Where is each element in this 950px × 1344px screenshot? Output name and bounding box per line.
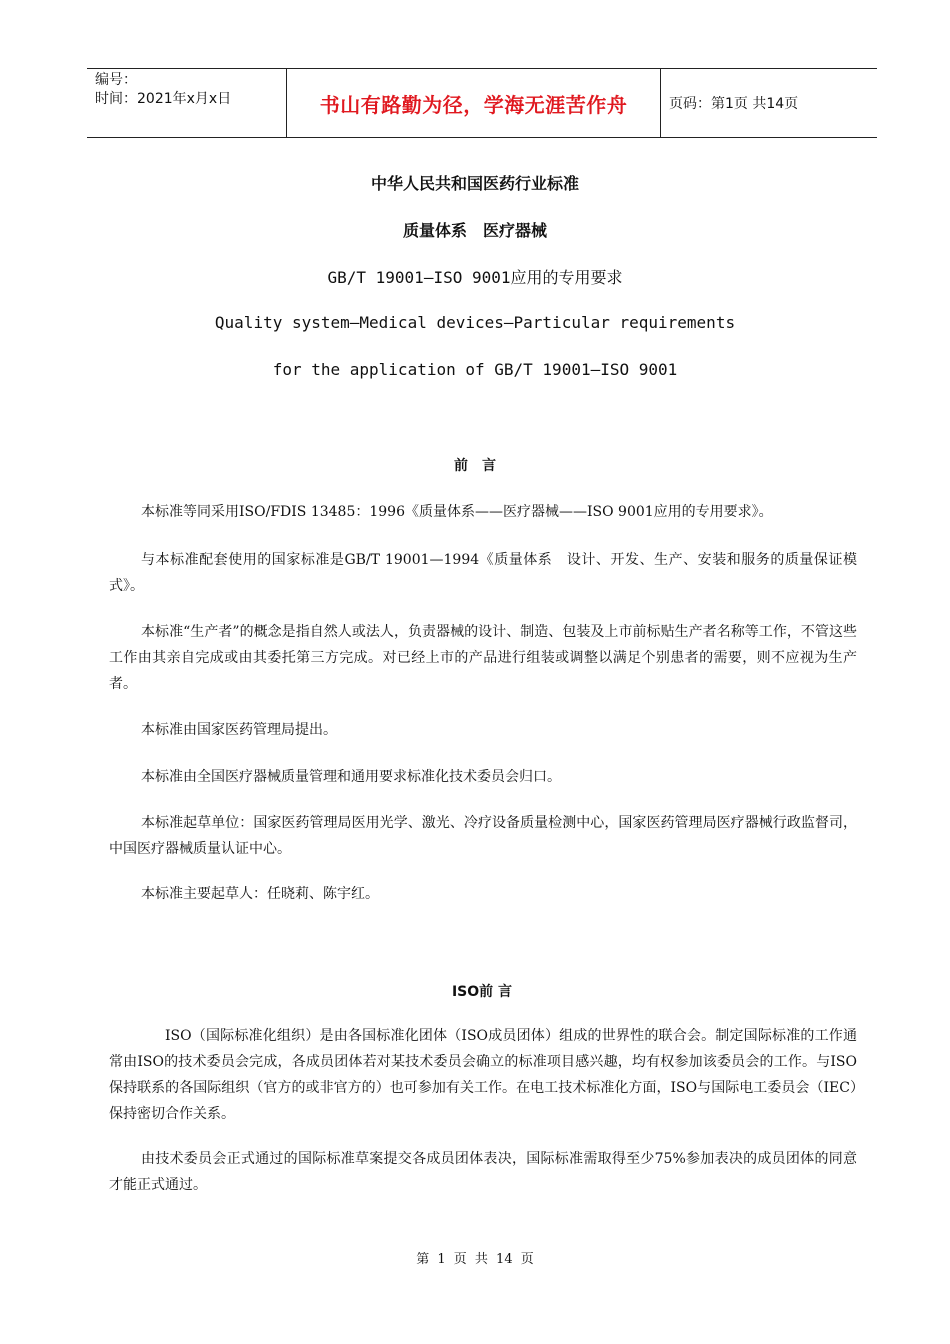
foreword-paragraph: 本标准主要起草人：任晓莉、陈宇红。 <box>141 886 379 902</box>
title-english-line1: Quality system—Medical devices—Particular requirements <box>214 313 736 332</box>
header-meta-cell <box>87 69 287 137</box>
iso-foreword-heading: ISO前 言 <box>451 984 513 1000</box>
title-quality-system: 质量体系 医疗器械 <box>402 221 547 240</box>
foreword-paragraph: 本标准由国家医药管理局提出。 <box>141 722 337 738</box>
doc-number-label: 编号： <box>95 72 137 88</box>
title-gbt-requirements: GB/T 19001—ISO 9001应用的专用要求 <box>327 268 623 287</box>
foreword-paragraph: 本标准等同采用ISO/FDIS 13485：1996《质量体系——医疗器械——ISO 9001应用的专用要求》。 <box>141 504 773 520</box>
foreword-paragraph: 与本标准配套使用的国家标准是GB/T 19001—1994《质量体系 设计、开发、生产、安装和服务的质量保证模式》。 <box>109 552 857 594</box>
title-standard-category: 中华人民共和国医药行业标准 <box>370 174 579 193</box>
time-label: 时间：2021年x月x日 <box>95 91 232 107</box>
title-english-line2: for the application of GB/T 19001—ISO 9001 <box>272 360 678 379</box>
foreword-heading: 前言 <box>454 458 510 474</box>
foreword-paragraph: 本标准由全国医疗器械质量管理和通用要求标准化技术委员会归口。 <box>141 769 561 785</box>
page-info-text: 页码：第1页 共14页 <box>669 96 799 112</box>
iso-foreword-paragraph: ISO（国际标准化组织）是由各国标准化团体（ISO成员团体）组成的世界性的联合会。制定国际标准的工作通常由ISO的技术委员会完成，各成员团体若对某技术委员会确立的标准项目感兴趣，均有权参加该委员会的工作。与ISO保持联系的各国际组织（官方的或非官方的）也可参加有关工作。在电工技术标准化方面，ISO与国际电工委员会（IEC）保持密切合作关系。 <box>109 1028 857 1122</box>
document-header <box>87 68 877 138</box>
foreword-paragraph: 本标准“生产者”的概念是指自然人或法人，负责器械的设计、制造、包装及上市前标贴生产者名称等工作，不管这些工作由其亲自完成或由其委托第三方完成。对已经上市的产品进行组装或调整以满足个别患者的需要，则不应视为生产者。 <box>109 624 857 692</box>
header-page-info <box>661 69 877 137</box>
header-motto: 书山有路勤为径，学海无涯苦作舟 <box>287 69 661 137</box>
iso-foreword-paragraph: 由技术委员会正式通过的国际标准草案提交各成员团体表决，国际标准需取得至少75%参加表决的成员团体的同意才能正式通过。 <box>109 1151 857 1193</box>
foreword-paragraph: 本标准起草单位：国家医药管理局医用光学、激光、冷疗设备质量检测中心，国家医药管理局医疗器械行政监督司，中国医疗器械质量认证中心。 <box>109 815 857 857</box>
page-footer: 第 1 页 共 14 页 <box>416 1252 534 1267</box>
